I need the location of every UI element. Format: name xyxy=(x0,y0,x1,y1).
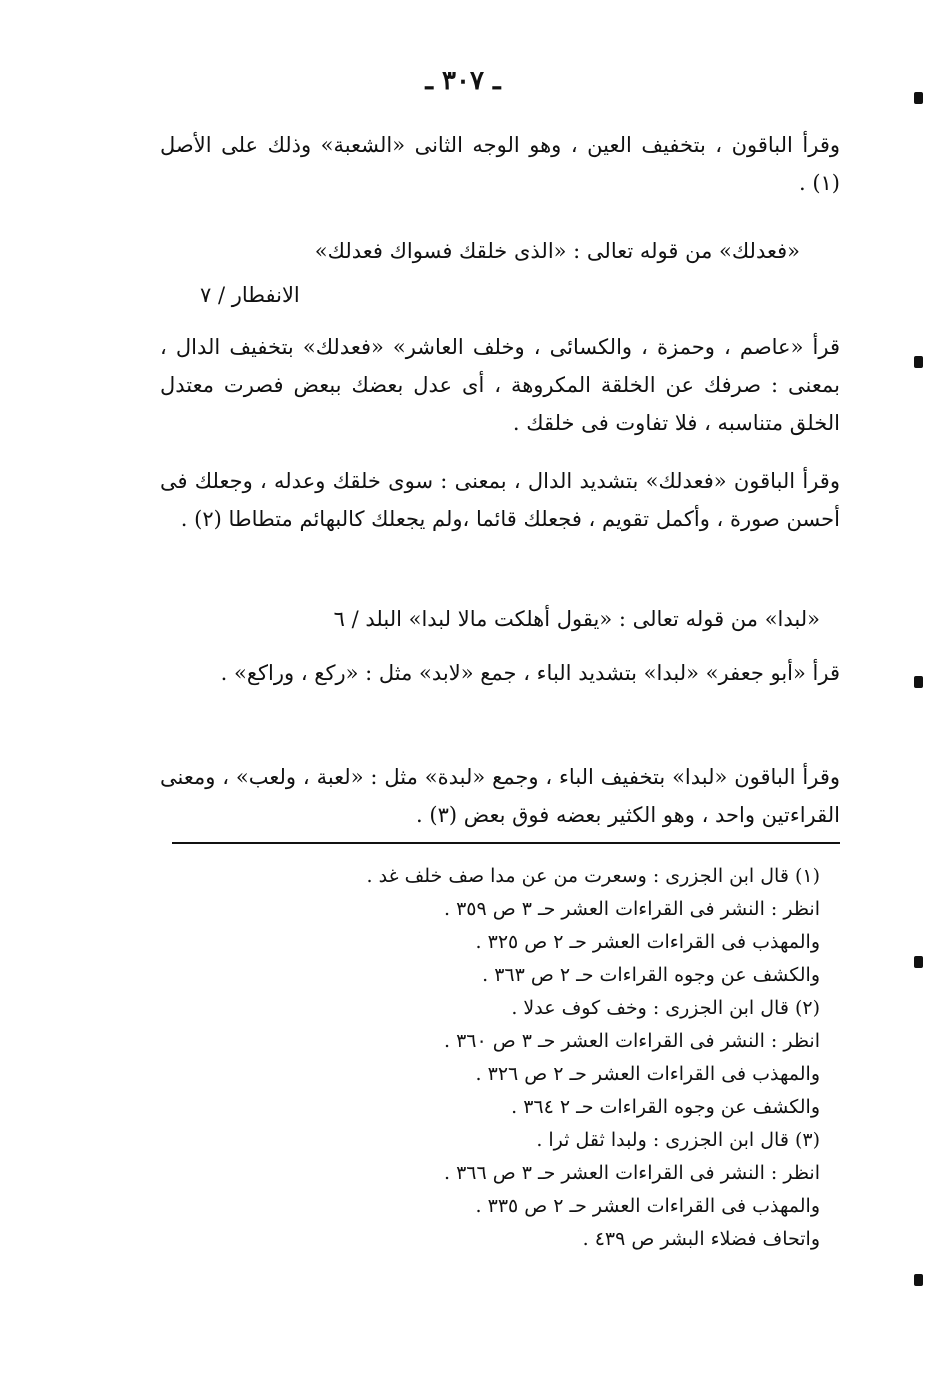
footnote-line: انظر : النشر فى القراءات العشر حـ ٣ ص ٣٥٩ . xyxy=(444,898,820,920)
footnote-line: والمهذب فى القراءات العشر حـ ٢ ص ٣٢٥ . xyxy=(475,931,820,953)
binding-hole-mark xyxy=(914,676,923,688)
binding-hole-mark xyxy=(914,956,923,968)
paragraph-2: قرأ «عاصم ، وحمزة ، والكسائى ، وخلف العاشر» «فعدلك» بتخفيف الدال ، بمعنى : صرفك عن الخلقة المكروهة ، أى عدل بعضك ببعض فصرت معتدل الخلق متناسبه ، فلا تفاوت فى خلقك . xyxy=(160,335,840,435)
binding-hole-mark xyxy=(914,92,923,104)
paragraph-3: وقرأ الباقون «فعدلك» بتشديد الدال ، بمعنى : سوى خلقك وعدله ، وجعلك فى أحسن صورة ، وأكمل تقويم ، فجعلك قائما ،ولم يجعلك كالبهائم متطاطا (٢) . xyxy=(160,469,840,531)
footnote-separator xyxy=(172,842,840,844)
footnote-line: (١) قال ابن الجزرى : وسعرت من عن مدا صف خلف غد . xyxy=(366,865,820,887)
page-number: ـ ٣٠٧ ـ xyxy=(425,66,501,96)
footnote-line: والكشف عن وجوه القراءات حـ ٢ ص ٣٦٣ . xyxy=(482,964,820,986)
footnote-line: (٣) قال ابن الجزرى : ولبدا ثقل ثرا . xyxy=(536,1129,820,1151)
footnote-line: والكشف عن وجوه القراءات حـ ٢ ٣٦٤ . xyxy=(511,1096,820,1118)
footnote-line: (٢) قال ابن الجزرى : وخف كوف عدلا . xyxy=(511,997,820,1019)
binding-hole-mark xyxy=(914,1274,923,1286)
surah-reference-1: الانفطار / ٧ xyxy=(200,283,300,307)
footnote-line: انظر : النشر فى القراءات العشر حـ ٣ ص ٣٦٦ . xyxy=(444,1162,820,1184)
verse-citation-1: «فعدلك» من قوله تعالى : «الذى خلقك فسواك فعدلك» xyxy=(314,239,800,263)
footnote-line: انظر : النشر فى القراءات العشر حـ ٣ ص ٣٦٠ . xyxy=(444,1030,820,1052)
verse-citation-2: «لبدا» من قوله تعالى : «يقول أهلكت مالا لبدا» البلد / ٦ xyxy=(333,607,820,631)
binding-hole-mark xyxy=(914,356,923,368)
paragraph-1: وقرأ الباقون ، بتخفيف العين ، وهو الوجه الثانى «الشعبة» وذلك على الأصل (١) . xyxy=(160,133,840,195)
footnote-line: واتحاف فضلاء البشر ص ٤٣٩ . xyxy=(582,1228,820,1250)
footnote-line: والمهذب فى القراءات العشر حـ ٢ ص ٣٢٦ . xyxy=(475,1063,820,1085)
footnotes xyxy=(200,860,820,1256)
footnote-line: والمهذب فى القراءات العشر حـ ٢ ص ٣٣٥ . xyxy=(475,1195,820,1217)
paragraph-5: وقرأ الباقون «لبدا» بتخفيف الباء ، وجمع «لبدة» مثل : «لعبة ، ولعب» ، ومعنى القراءتين واحد ، وهو الكثير بعضه فوق بعض (٣) . xyxy=(160,765,840,827)
paragraph-4: قرأ «أبو جعفر» «لبدا» بتشديد الباء ، جمع «لابد» مثل : «ركع ، وراكع» . xyxy=(220,661,840,685)
